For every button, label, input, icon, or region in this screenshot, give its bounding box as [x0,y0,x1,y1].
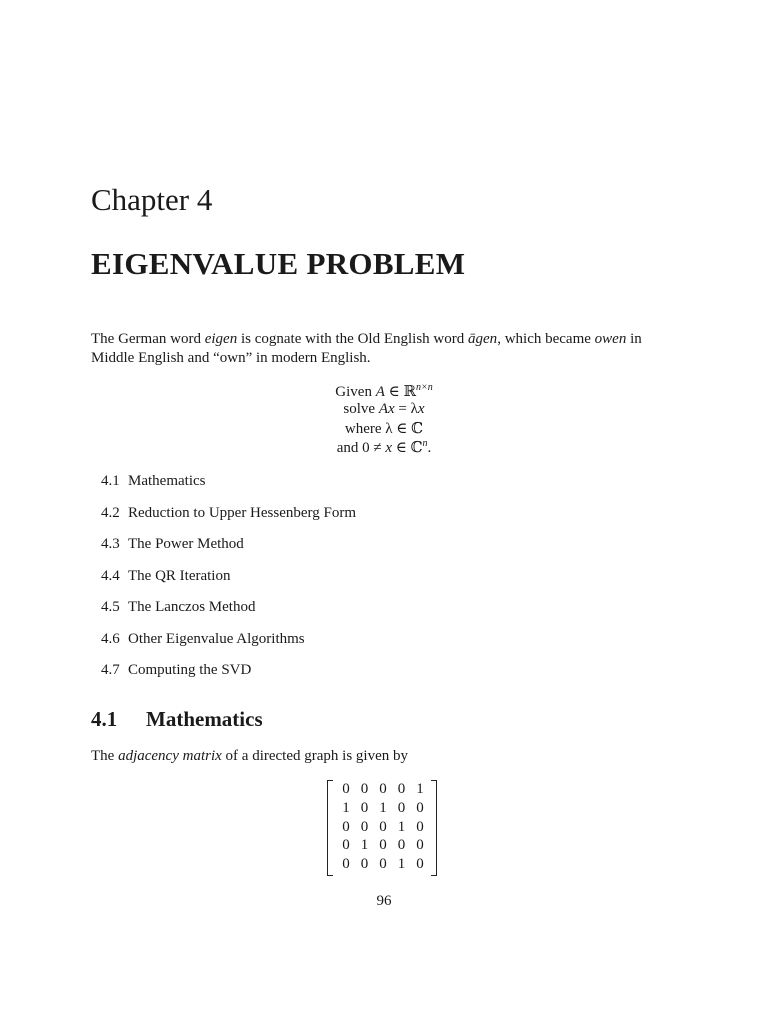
matrix-cell: 0 [397,837,406,854]
matrix-row [337,800,429,817]
right-bracket [431,780,437,876]
matrix-cell: 0 [379,856,387,873]
matrix-row [337,819,429,836]
matrix-cell: 0 [379,781,387,797]
left-bracket [327,780,333,876]
math-line-4: and 0 ≠ x ∈ ℂ$^n$. [336,438,432,456]
matrix-cell: 0 [416,856,424,873]
math-line-2: solve Ax = λx [343,401,425,417]
matrix-cell: 1 [416,781,424,797]
matrix-cell: 1 [379,799,387,816]
toc-item[interactable]: 4.6 Other Eigenvalue Algorithms [101,631,305,647]
matrix-cell: 0 [360,818,369,835]
math-line-1: Given A ∈ ℝ$^{n\times n}$ [335,382,433,400]
math-line-3: where λ ∈ ℂ [344,421,424,437]
matrix-cell: 0 [360,856,369,873]
matrix-cell: 0 [397,781,406,797]
matrix-cell: 0 [416,818,424,835]
matrix-cell: 0 [360,799,369,816]
adjacency-matrix [327,780,437,876]
chapter-label: Chapter 4 [91,182,213,217]
toc-item[interactable]: 4.7 Computing the SVD [101,662,252,678]
matrix-cell: 0 [379,837,387,854]
matrix-row [337,856,429,873]
matrix-cell: 0 [379,818,387,835]
toc-item[interactable]: 4.5 The Lanczos Method [101,599,256,615]
page-number: 96 [376,893,392,909]
matrix-cell: 0 [342,781,350,797]
matrix-cell: 0 [416,799,424,816]
matrix-cell: 0 [416,837,424,854]
toc-item[interactable]: 4.4 The QR Iteration [101,568,231,584]
matrix-row [337,781,429,798]
toc-item[interactable]: 4.1 Mathematics [101,473,206,489]
matrix-cell: 1 [397,856,406,873]
matrix-row [337,837,429,854]
adjacency-text: The adjacency matrix of a directed graph is given by [91,748,408,764]
toc-item[interactable]: 4.3 The Power Method [101,536,244,552]
section-heading: 4.1 Mathematics [91,707,263,731]
matrix-cell: 1 [397,818,406,835]
matrix-cell: 0 [342,856,350,873]
matrix-cell: 1 [360,837,369,854]
matrix-cell: 0 [342,837,350,854]
matrix-cell: 0 [342,818,350,835]
matrix-cell: 0 [397,799,406,816]
toc-item[interactable]: 4.2 Reduction to Upper Hessenberg Form [101,505,357,521]
intro-line-1: The German word eigen is cognate with the Old English word āgen, which became owen in [91,331,642,347]
intro-line-2: Middle English and “own” in modern English. [91,350,371,366]
matrix-cell: 0 [360,781,369,797]
chapter-title: EIGENVALUE PROBLEM [91,246,466,281]
matrix-cell: 1 [342,799,350,816]
